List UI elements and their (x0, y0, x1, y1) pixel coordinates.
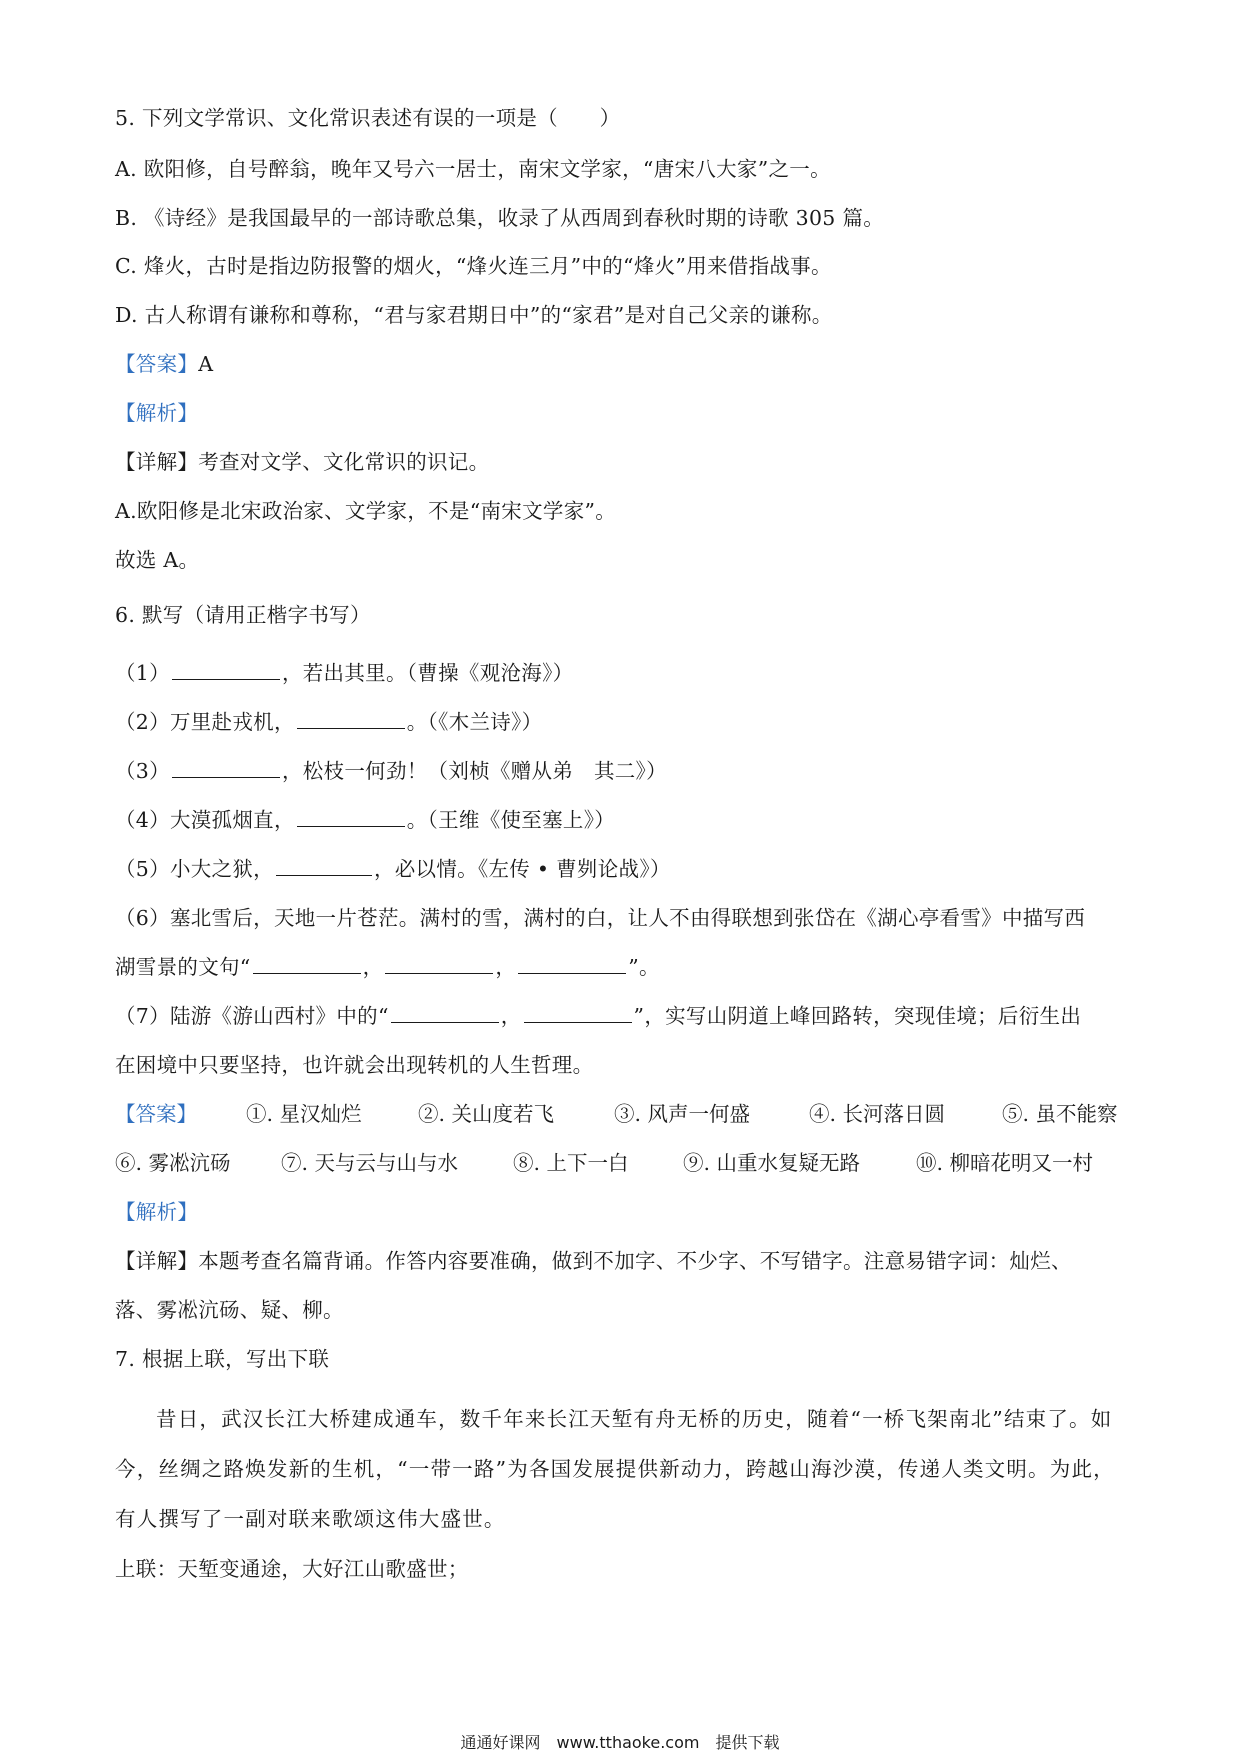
item-text: 。（《木兰诗》） (406, 710, 543, 734)
q6-item-1 (115, 659, 573, 687)
item-text: ，必以情。《左传 • 曹刿论战》） (373, 857, 671, 881)
fill-blank[interactable] (297, 710, 405, 729)
q6-item-5 (115, 855, 671, 883)
q5-analysis-tag: 【解析】 (115, 401, 199, 425)
fill-blank[interactable] (297, 808, 405, 827)
item-text: ”。 (628, 955, 660, 979)
fill-blank[interactable] (524, 1004, 632, 1023)
q6-answer-tag: 【答案】 (115, 1102, 197, 1126)
detail-tag: 【详解】 (115, 1249, 199, 1273)
answer-item: ④. 长河落日圆 (809, 1102, 946, 1126)
item-prefix: （3） (115, 759, 170, 783)
q5-explain: A.欧阳修是北宋政治家、文学家，不是“南宋文学家”。 (115, 499, 617, 523)
q6-item-3 (115, 757, 667, 785)
answer-item: ⑩. 柳暗花明又一村 (916, 1151, 1094, 1175)
item-text: ”，实写山阴道上峰回路转，突现佳境；后衍生出 (633, 1004, 1082, 1028)
fill-blank[interactable] (385, 955, 493, 974)
q5-stem: 5. 下列文学常识、文化常识表述有误的一项是（ ） (115, 106, 621, 130)
q6-item-7-line1 (115, 1002, 1081, 1030)
q7-paragraph-line3: 有人撰写了一副对联来歌颂这伟大盛世。 (115, 1507, 506, 1531)
fill-blank[interactable] (518, 955, 626, 974)
item-prefix: （4）大漠孤烟直， (115, 808, 295, 832)
q6-analysis-tag: 【解析】 (115, 1200, 199, 1224)
item-prefix: （1） (115, 661, 170, 685)
q6-detail-line1 (115, 1247, 1072, 1275)
detail-tag: 【详解】 (115, 450, 199, 474)
fill-blank[interactable] (253, 955, 361, 974)
q6-item-2 (115, 708, 542, 736)
q7-couplet: 上联：天堑变通途，大好江山歌盛世； (115, 1557, 469, 1581)
item-text: ，松枝一何劲！（刘桢《赠从弟 其二》） (281, 759, 667, 783)
q6-detail-line2: 落、雾凇沆砀、疑、柳。 (115, 1298, 344, 1322)
item-text: （7）陆游《游山西村》中的“ (115, 1004, 389, 1028)
item-text: 。（王维《使至塞上》） (406, 808, 616, 832)
answer-item: ⑥. 雾凇沆砀 (115, 1151, 231, 1175)
q6-item-6-line1: （6）塞北雪后，天地一片苍茫。满村的雪，满村的白，让人不由得联想到张岱在《湖心亭看雪》中描写西 (115, 906, 1086, 930)
answer-item: ①. 星汉灿烂 (246, 1102, 362, 1126)
q6-stem: 6. 默写（请用正楷字书写） (115, 603, 371, 627)
q6-item-7-line2: 在困境中只要坚持，也许就会出现转机的人生哲理。 (115, 1053, 594, 1077)
q5-conclusion: 故选 A。 (115, 548, 200, 572)
fill-blank[interactable] (391, 1004, 499, 1023)
fill-blank[interactable] (172, 661, 280, 680)
answer-item: ⑨. 山重水复疑无路 (683, 1151, 861, 1175)
detail-text: 考查对文学、文化常识的识记。 (198, 450, 490, 474)
separator: ， (500, 1004, 522, 1028)
q5-option-a: A. 欧阳修，自号醉翁，晚年又号六一居士，南宋文学家，“唐宋八大家”之一。 (115, 157, 831, 181)
q7-stem: 7. 根据上联，写出下联 (115, 1347, 330, 1371)
q6-item-6-line2 (115, 953, 660, 981)
answer-item: ⑧. 上下一白 (513, 1151, 629, 1175)
item-prefix: （5）小大之狱， (115, 857, 274, 881)
answer-value: A (198, 352, 214, 376)
answer-tag: 【答案】 (115, 352, 199, 376)
q5-option-d: D. 古人称谓有谦称和尊称，“君与家君期日中”的“家君”是对自己父亲的谦称。 (115, 303, 833, 327)
page-footer: 通通好课网 www.tthaoke.com 提供下载 (460, 1733, 780, 1752)
fill-blank[interactable] (172, 759, 280, 778)
fill-blank[interactable] (276, 857, 372, 876)
item-text: ，若出其里。（曹操《观沧海》） (281, 661, 574, 685)
separator: ， (495, 955, 517, 979)
q6-item-4 (115, 806, 615, 834)
answer-item: ⑤. 虽不能察 (1002, 1102, 1118, 1126)
q5-detail (115, 448, 489, 476)
q7-paragraph-line1: 昔日，武汉长江大桥建成通车，数千年来长江天堑有舟无桥的历史，随着“一桥飞架南北”结束了。如 (156, 1407, 1113, 1431)
answer-item: ⑦. 天与云与山与水 (281, 1151, 459, 1175)
item-prefix: （2）万里赴戎机， (115, 710, 295, 734)
q5-option-b: B. 《诗经》是我国最早的一部诗歌总集，收录了从西周到春秋时期的诗歌 305 篇。 (115, 206, 885, 230)
q5-option-c: C. 烽火，古时是指边防报警的烟火，“烽火连三月”中的“烽火”用来借指战事。 (115, 254, 832, 278)
q5-answer (115, 350, 213, 378)
separator: ， (362, 955, 384, 979)
detail-text: 本题考查名篇背诵。作答内容要准确，做到不加字、不少字、不写错字。注意易错字词：灿烂、 (198, 1249, 1072, 1273)
item-text: 湖雪景的文句“ (115, 955, 251, 979)
answer-item: ③. 风声一何盛 (614, 1102, 751, 1126)
answer-item: ②. 关山度若飞 (418, 1102, 555, 1126)
q7-paragraph-line2: 今，丝绸之路焕发新的生机，“一带一路”为各国发展提供新动力，跨越山海沙漠，传递人类文明。为此， (115, 1457, 1115, 1481)
